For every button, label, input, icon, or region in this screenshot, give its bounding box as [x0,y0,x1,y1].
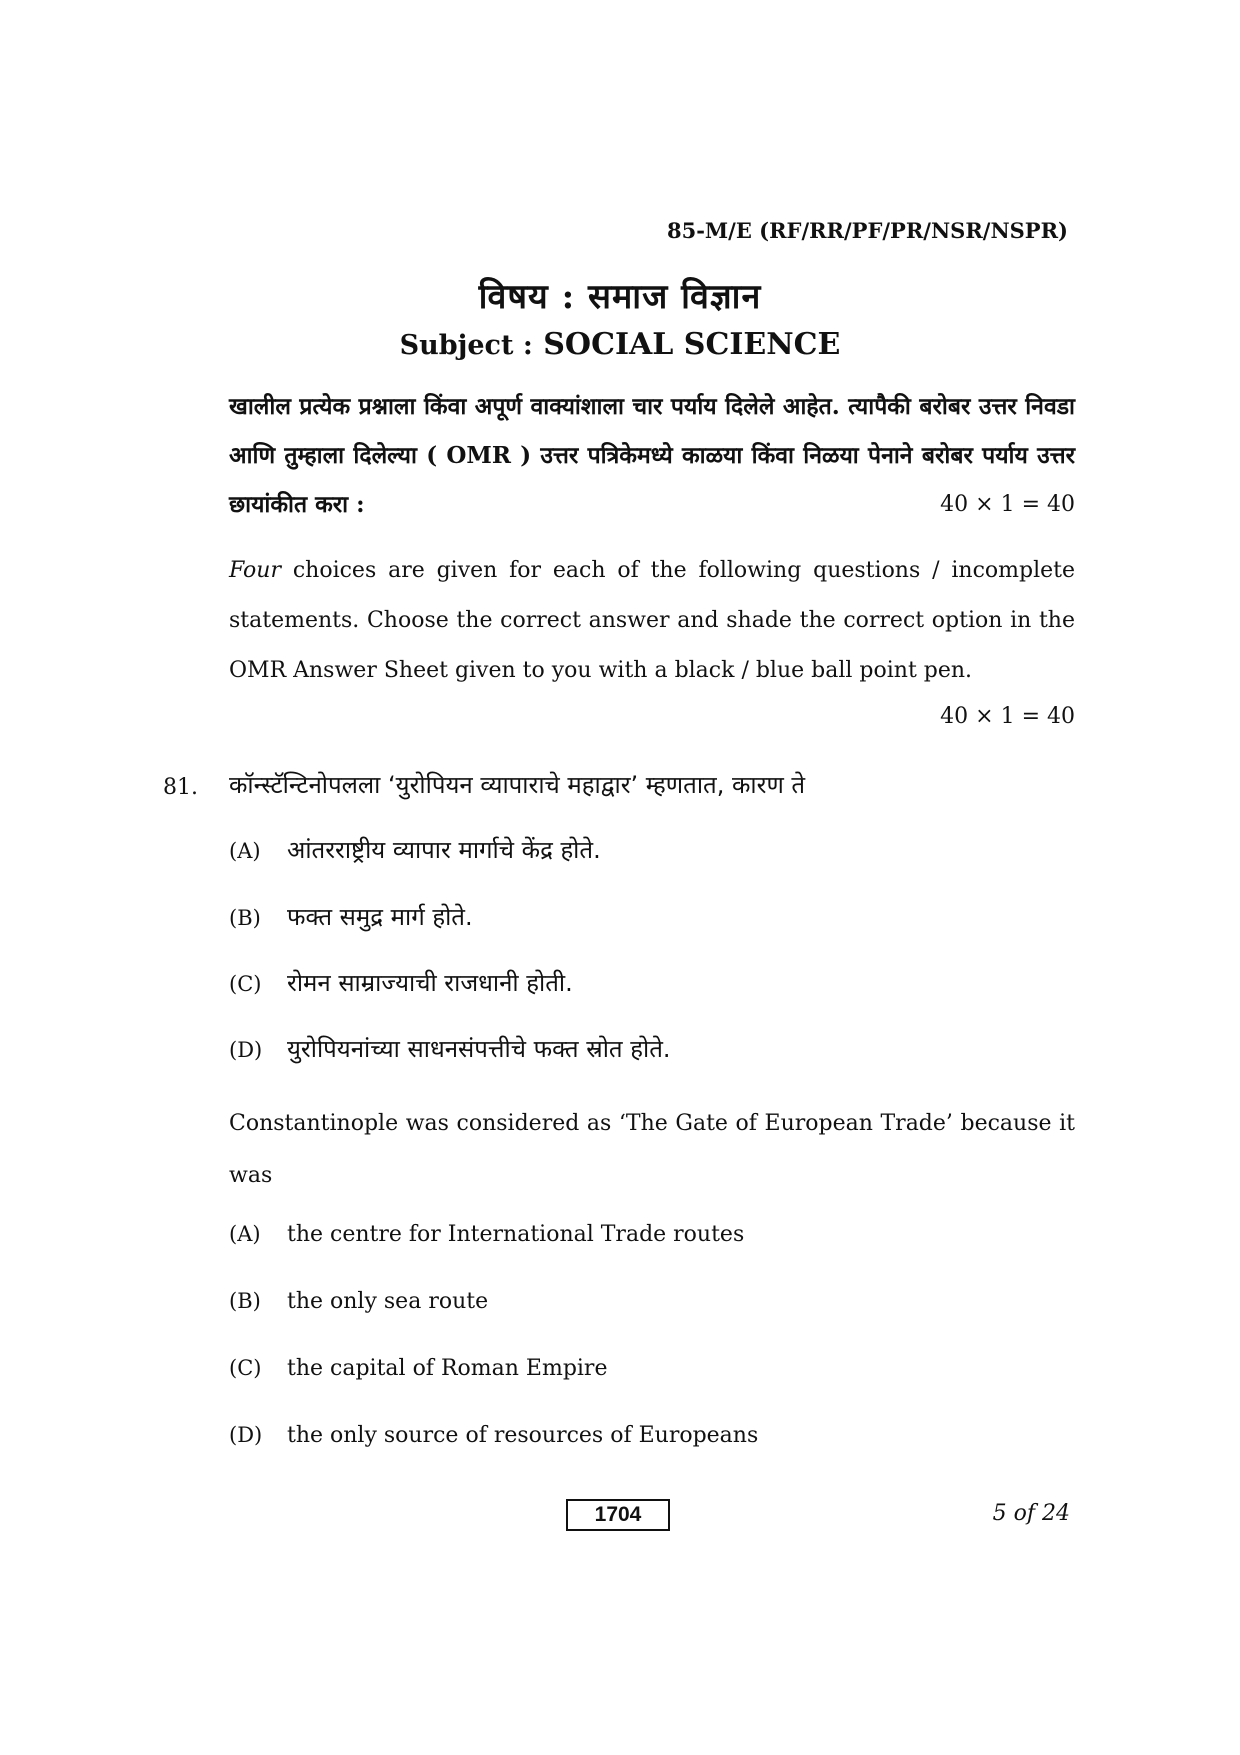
subject-title-english [0,327,1240,362]
option-text: आंतरराष्ट्रीय व्यापार मार्गाचे केंद्र होते. [287,836,601,864]
page-number: 5 of 24 [992,1501,1070,1526]
option-english-b [229,1289,488,1314]
subject-title-marathi: विषय : समाज विज्ञान [478,277,762,317]
option-label: (D) [229,1038,263,1062]
option-label: (B) [229,1289,261,1313]
option-text: the only sea route [287,1289,489,1314]
option-text: the centre for International Trade routes [287,1222,745,1247]
option-marathi-d [229,1032,671,1065]
subject-label: Subject : [399,330,533,361]
page-code-box: 1704 [566,1499,670,1531]
instructions-english [229,546,1075,696]
marks-english: 40 × 1 = 40 [940,704,1075,729]
question-marathi: कॉन्स्टॅन्टिनोपलला ‘युरोपियन व्यापाराचे महाद्वार’ म्हणतात, कारण ते [229,771,806,799]
question-english: Constantinople was considered as ‘The Gate of European Trade’ because it was [229,1111,1075,1188]
option-english-a [229,1222,744,1247]
option-marathi-b [229,900,473,933]
option-label: (A) [229,839,261,863]
option-label: (B) [229,906,261,930]
option-label: (A) [229,1222,261,1246]
instructions-english-text: choices are given for each of the following questions / incomplete statements. Choose the correct answer and shade the correct option in the OMR Answer Sheet given to you with a black / blue ball point pen. [229,558,1075,683]
option-label: (D) [229,1423,263,1447]
option-english-c [229,1356,607,1381]
subject-name: SOCIAL SCIENCE [543,327,841,362]
option-text: रोमन साम्राज्याची राजधानी होती. [287,969,573,997]
option-text: फक्त समुद्र मार्ग होते. [287,903,473,931]
question-number: 81. [163,775,198,800]
paper-code: 85-M/E (RF/RR/PF/PR/NSR/NSPR) [666,218,1068,243]
instructions-marathi-text: खालील प्रत्येक प्रश्नाला किंवा अपूर्ण वाक्यांशाला चार पर्याय दिलेले आहेत. त्यापैकी बरोबर उत्तर निवडा आणि तुम्हाला दिलेल्या ( OMR ) उत्तर पत्रिकेमध्ये काळया किंवा निळया पेनाने बरोबर पर्याय उत्तर छायांकीत करा : [229,393,1075,518]
instructions-marathi [229,382,1075,529]
instructions-english-italic: Four [229,558,281,583]
marks-marathi: 40 × 1 = 40 [940,492,1075,517]
option-english-d [229,1423,758,1448]
option-label: (C) [229,1356,262,1380]
option-text: the only source of resources of Europeans [287,1423,759,1448]
option-label: (C) [229,972,262,996]
option-text: the capital of Roman Empire [287,1356,608,1381]
option-marathi-a [229,833,601,866]
option-text: युरोपियनांच्या साधनसंपत्तीचे फक्त स्रोत होते. [287,1035,671,1063]
option-marathi-c [229,966,573,999]
